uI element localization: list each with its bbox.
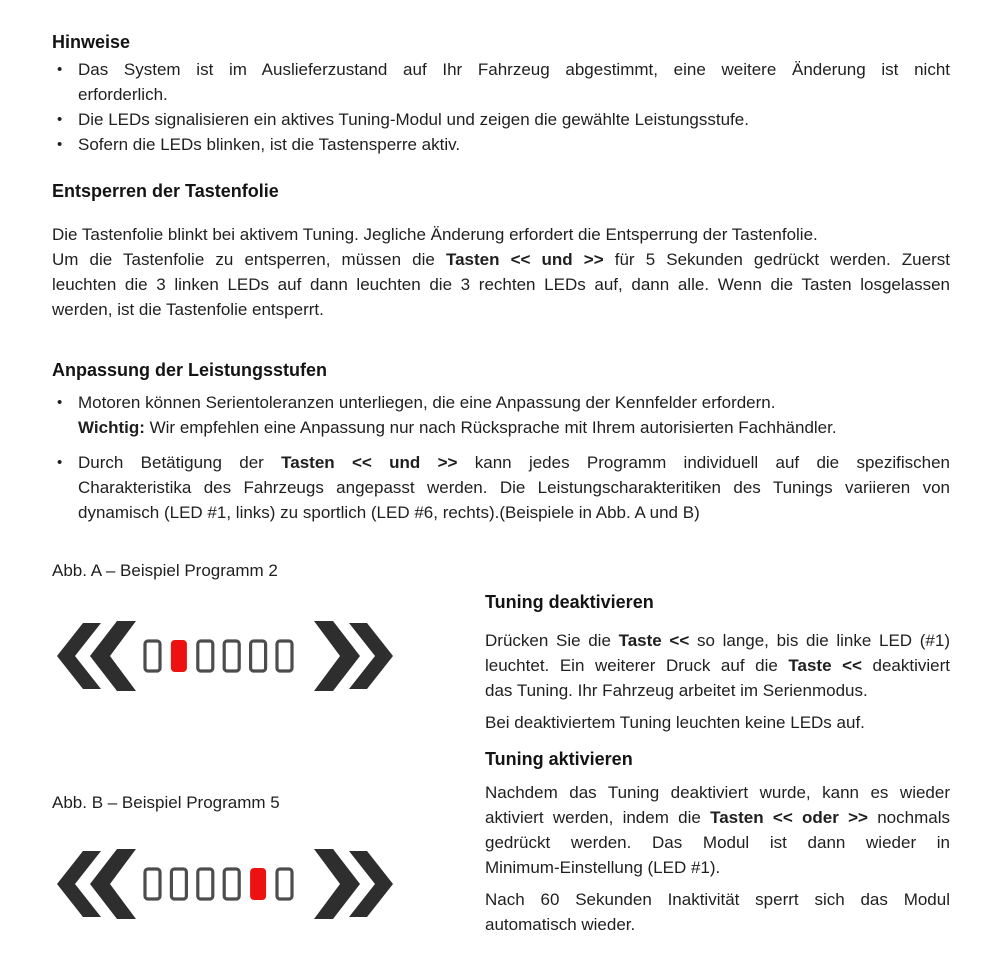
figure-column — [52, 525, 485, 937]
double-chevron-right-icon — [314, 621, 360, 691]
text-run: automatisch wieder. — [485, 915, 636, 934]
text-run: deaktiviert — [861, 656, 950, 675]
text-line — [485, 830, 950, 855]
text-run: Durch Betätigung der — [78, 453, 282, 472]
bold-text-run: Tasten << und >> — [281, 453, 458, 472]
text-run: Drücken Sie die — [485, 631, 619, 650]
led-indicator-off — [145, 641, 160, 671]
bold-text-run: Tasten << oder >> — [710, 808, 868, 827]
bold-text-run: Taste << — [618, 631, 690, 650]
text-run: Nach 60 Sekunden Inaktivität sperrt sich das Modul — [485, 890, 950, 909]
led-indicator-off — [198, 641, 213, 671]
text-line — [485, 805, 950, 830]
text-run: nochmals — [867, 808, 950, 827]
text-line — [485, 887, 950, 912]
led-panel-graphic — [57, 620, 393, 692]
text-line — [52, 272, 950, 297]
text-run: kann jedes Programm individuell auf die spezifischen — [457, 453, 950, 472]
text-run: Das System ist im Auslieferzustand auf Ihr Fahrzeug abgestimmt, eine weitere Änderung ist nicht — [78, 60, 950, 79]
text-run: erforderlich. — [78, 85, 168, 104]
text-line — [52, 297, 950, 322]
led-indicator-off — [277, 869, 292, 899]
text-line — [78, 475, 950, 500]
text-line — [78, 132, 950, 157]
text-run: gedrückt werden. Das Modul ist dann wieder in — [485, 833, 950, 852]
heading-anpassung: Anpassung der Leistungsstufen — [52, 360, 328, 380]
text-run: für 5 Sekunden gedrückt werden. Zuerst — [603, 250, 950, 269]
text-line — [78, 450, 950, 475]
instruction-paragraph — [485, 710, 950, 735]
heading-hinweise: Hinweise — [52, 32, 131, 52]
instruction-paragraph — [485, 628, 950, 703]
text-run: werden, ist die Tastenfolie entsperrt. — [52, 300, 324, 319]
figure-a-label: Abb. A – Beispiel Programm 2 — [52, 561, 278, 580]
text-run: Motoren können Serientoleranzen unterliegen, die eine Anpassung der Kennfelder erfordern. — [78, 393, 776, 412]
text-line — [78, 500, 950, 525]
led-indicator-on — [250, 868, 266, 900]
led-indicator-on — [171, 640, 187, 672]
led-indicator-off — [145, 869, 160, 899]
text-run: Die Tastenfolie blinkt bei aktivem Tuning. Jegliche Änderung erfordert die Entsperrung der Tastenfolie. — [52, 225, 818, 244]
text-line — [485, 628, 950, 653]
text-run: Sofern die LEDs blinken, ist die Tastensperre aktiv. — [78, 135, 461, 154]
led-indicator-off — [198, 869, 213, 899]
bullet-item — [52, 450, 950, 525]
heading-tuning-deaktivieren: Tuning deaktivieren — [485, 592, 654, 612]
led-panel-figure-b — [57, 848, 485, 920]
bullet-item — [52, 57, 950, 107]
text-run: Charakteristika des Fahrzeugs angepasst werden. Die Leistungscharakteritiken des Tunings variieren von — [78, 478, 950, 497]
double-chevron-left-icon — [90, 621, 136, 691]
instruction-paragraph — [485, 887, 950, 937]
anpassung-bullet-list — [52, 390, 950, 525]
text-run: das Tuning. Ihr Fahrzeug arbeitet im Serienmodus. — [485, 681, 868, 700]
tuning-deaktivieren-paragraphs — [485, 628, 950, 735]
text-run: Bei deaktiviertem Tuning leuchten keine LEDs auf. — [485, 713, 865, 732]
text-line — [52, 247, 950, 272]
text-line — [52, 222, 950, 247]
entsperren-paragraph — [52, 222, 950, 322]
led-indicator-off — [277, 641, 292, 671]
text-line — [78, 415, 950, 440]
text-run: leuchten die 3 linken LEDs auf dann leuchten die 3 rechten LEDs auf, dann alle. Wenn die Tasten losgelassen — [52, 275, 950, 294]
double-chevron-left-icon — [90, 849, 136, 919]
text-line — [78, 107, 950, 132]
hinweise-bullet-list — [52, 57, 950, 157]
led-indicator-off — [251, 641, 266, 671]
text-run: so lange, bis die linke LED (#1) — [689, 631, 950, 650]
bullet-item — [52, 390, 950, 440]
figures-and-instructions — [52, 525, 950, 937]
text-run: Um die Tastenfolie zu entsperren, müssen die — [52, 250, 446, 269]
bold-text-run: Wichtig: — [78, 418, 145, 437]
text-run: Die LEDs signalisieren ein aktives Tuning-Modul und zeigen die gewählte Leistungsstufe. — [78, 110, 749, 129]
text-line — [485, 780, 950, 805]
double-chevron-right-icon — [314, 849, 360, 919]
heading-tuning-aktivieren: Tuning aktivieren — [485, 749, 633, 769]
text-line — [78, 82, 950, 107]
text-line — [485, 653, 950, 678]
led-panel-graphic — [57, 848, 393, 920]
tuning-aktivieren-paragraphs — [485, 780, 950, 937]
text-run: leuchtet. Ein weiterer Druck auf die — [485, 656, 789, 675]
text-line — [485, 678, 950, 703]
text-line — [78, 57, 950, 82]
text-run: Nachdem das Tuning deaktiviert wurde, kann es wieder — [485, 783, 950, 802]
figure-b-label: Abb. B – Beispiel Programm 5 — [52, 793, 280, 812]
bullet-item — [52, 132, 950, 157]
text-line — [485, 710, 950, 735]
text-line — [485, 912, 950, 937]
led-panel-figure-a — [57, 620, 485, 692]
bold-text-run: Taste << — [788, 656, 862, 675]
text-line — [78, 390, 950, 415]
led-indicator-off — [224, 641, 239, 671]
text-run: dynamisch (LED #1, links) zu sportlich (LED #6, rechts).(Beispiele in Abb. A und B) — [78, 503, 700, 522]
instruction-column — [485, 525, 950, 937]
text-run: aktiviert werden, indem die — [485, 808, 711, 827]
bullet-item — [52, 107, 950, 132]
bold-text-run: Tasten << und >> — [445, 250, 604, 269]
led-indicator-off — [224, 869, 239, 899]
instruction-paragraph — [485, 780, 950, 880]
heading-entsperren: Entsperren der Tastenfolie — [52, 181, 279, 201]
text-run: Wir empfehlen eine Anpassung nur nach Rücksprache mit Ihrem autorisierten Fachhändler. — [144, 418, 837, 437]
led-indicator-off — [171, 869, 186, 899]
text-line — [485, 855, 950, 880]
text-run: Minimum-Einstellung (LED #1). — [485, 858, 721, 877]
